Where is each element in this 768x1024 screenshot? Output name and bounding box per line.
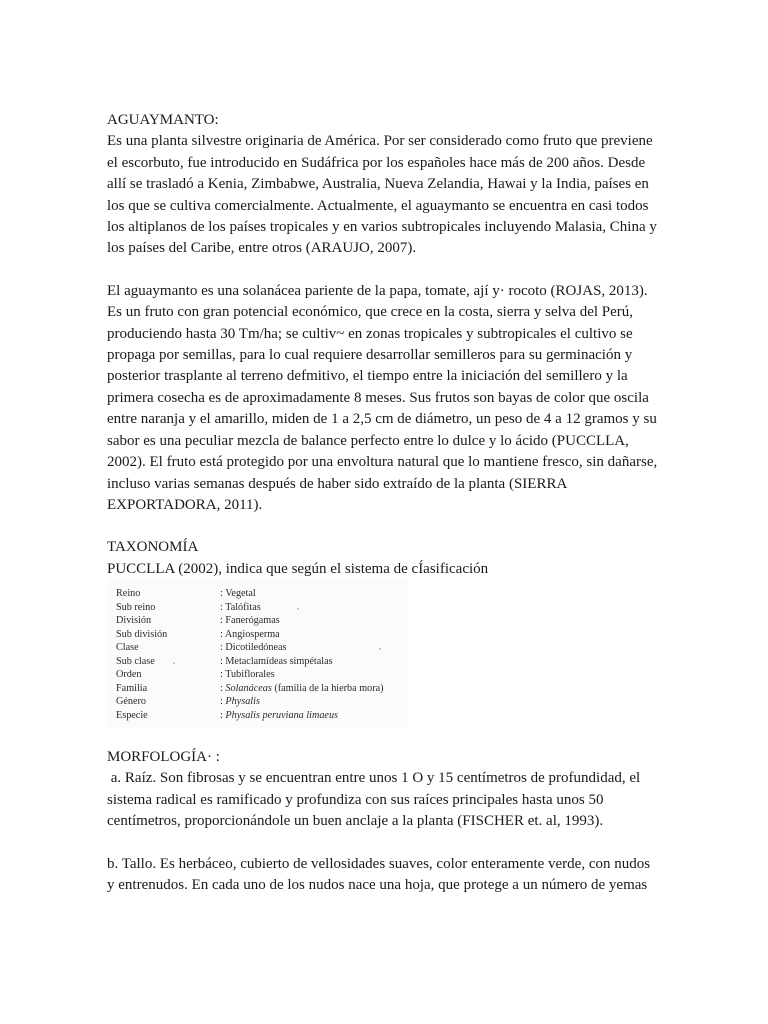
section1-line: los que se cultiva comercialmente. Actualmente, el aguaymanto se encuentra en casi todos bbox=[107, 197, 649, 214]
taxonomy-row bbox=[107, 710, 407, 722]
heading-aguaymanto: AGUAYMANTO: bbox=[107, 112, 219, 128]
section2-line: sabor es una peculiar mezcla de balance perfecto entre lo dulce y lo ácido (PUCCLLA, bbox=[107, 432, 629, 449]
taxonomy-key: Sub clase bbox=[116, 655, 155, 667]
raiz-line: sistema radical es ramificado y profundiza con sus raíces principales hasta unos 50 bbox=[107, 791, 604, 808]
taxonomy-key: Clase bbox=[116, 642, 139, 653]
taxonomy-row bbox=[107, 656, 407, 668]
taxonomy-key: Sub reino bbox=[116, 601, 156, 613]
section2-line: posterior trasplante al terreno defmitivo, el tiempo entre la iniciación del semillero y la bbox=[107, 368, 628, 385]
section2-line: entre naranja y el amarillo, miden de 1 a 2,5 cm de diámetro, un peso de 4 a 12 gramos y su bbox=[107, 411, 657, 428]
taxonomy-intro: PUCCLLA (2002), indica que según el sistema de cÍasificación bbox=[107, 560, 489, 577]
section2-line: incluso varias semanas después de haber sido extraído de la planta (SIERRA bbox=[107, 475, 568, 492]
taxonomy-row bbox=[107, 588, 407, 600]
raiz-line: a. Raíz. Son fibrosas y se encuentran entre unos 1 O y 15 centímetros de profundidad, el bbox=[107, 770, 641, 787]
section1-line: los altiplanos de los países tropicales y en varios subtropicales incluyendo Malasia, China y bbox=[107, 219, 657, 236]
section2-line: El aguaymanto es una solanácea pariente de la papa, tomate, ají y· rocoto (ROJAS, 2013). bbox=[107, 282, 648, 299]
taxonomy-table-image bbox=[107, 578, 407, 728]
raiz-line: centímetros, proporcionándole un buen anclaje a la planta (FISCHER et. al, 1993). bbox=[107, 813, 604, 830]
section2-line: EXPORTADORA, 2011). bbox=[107, 496, 263, 513]
taxonomy-value: : Talófitas bbox=[220, 601, 261, 613]
taxonomy-key: Sub división bbox=[116, 628, 168, 640]
heading-taxonomia: TAXONOMÍA bbox=[107, 539, 199, 556]
section1-line: el escorbuto, fue introducido en Sudáfrica por los españoles hace más de 200 años. Desde bbox=[107, 154, 646, 171]
scan-speck bbox=[297, 608, 299, 610]
tallo-line: y entrenudos. En cada uno de los nudos nace una hoja, que protege a un número de yemas bbox=[107, 877, 648, 894]
scan-speck bbox=[379, 648, 381, 650]
taxonomy-value: : Vegetal bbox=[220, 588, 256, 599]
taxonomy-key: Especie bbox=[116, 709, 148, 721]
taxonomy-row bbox=[107, 615, 407, 627]
taxonomy-key: División bbox=[116, 615, 152, 626]
taxonomy-row bbox=[107, 696, 407, 708]
taxonomy-value: : Dicotiledóneas bbox=[220, 642, 287, 653]
taxonomy-value: : Solanáceas (familia de la hierba mora) bbox=[220, 682, 384, 694]
section2-line: propaga por semillas, para lo cual requiere desarrollar semilleros para su germinación y bbox=[107, 347, 633, 364]
section1-line: allí se trasladó a Kenia, Zimbabwe, Australia, Nueva Zelandia, Hawai y la India, países en bbox=[107, 176, 649, 193]
taxonomy-value: : Metaclamídeas simpétalas bbox=[220, 655, 333, 667]
section2-line: Es un fruto con gran potencial económico, que crece en la costa, sierra y selva del Perú, bbox=[107, 304, 634, 321]
taxonomy-row bbox=[107, 602, 407, 614]
heading-morfologia: MORFOLOGÍA· : bbox=[107, 749, 220, 765]
tallo-line: b. Tallo. Es herbáceo, cubierto de vellosidades suaves, color enteramente verde, con nudos bbox=[107, 855, 651, 872]
section1-line: Es una planta silvestre originaria de América. Por ser considerado como fruto que previene bbox=[107, 133, 653, 150]
taxonomy-value: : Fanerógamas bbox=[220, 615, 280, 626]
taxonomy-key: Género bbox=[116, 696, 146, 707]
taxonomy-key: Orden bbox=[116, 669, 142, 680]
taxonomy-value: : Physalis peruviana limaeus bbox=[220, 709, 339, 721]
taxonomy-value: : Physalis bbox=[220, 696, 260, 707]
taxonomy-value: : Tubiflorales bbox=[220, 669, 275, 680]
taxonomy-key: Reino bbox=[116, 588, 141, 599]
taxonomy-row bbox=[107, 669, 407, 681]
taxonomy-key: Familia bbox=[116, 682, 148, 694]
section2-line: produciendo hasta 30 Tm/ha; se cultiv~ en zonas tropicales y subtropicales el cultivo se bbox=[107, 325, 633, 342]
scan-speck bbox=[173, 662, 175, 664]
section1-line: los países del Caribe, entre otros (ARAUJO, 2007). bbox=[107, 240, 417, 257]
taxonomy-row bbox=[107, 629, 407, 641]
section2-line: 2002). El fruto está protegido por una envoltura natural que lo mantiene fresco, sin dañarse, bbox=[107, 454, 658, 471]
section2-line: primera cosecha es de aproximadamente 8 meses. Sus frutos son bayas de color que oscila bbox=[107, 389, 649, 406]
taxonomy-row bbox=[107, 683, 407, 695]
taxonomy-value: : Angiosperma bbox=[220, 628, 280, 640]
morfologia-section bbox=[107, 747, 667, 896]
taxonomy-row bbox=[107, 642, 407, 654]
document-body bbox=[107, 110, 667, 580]
